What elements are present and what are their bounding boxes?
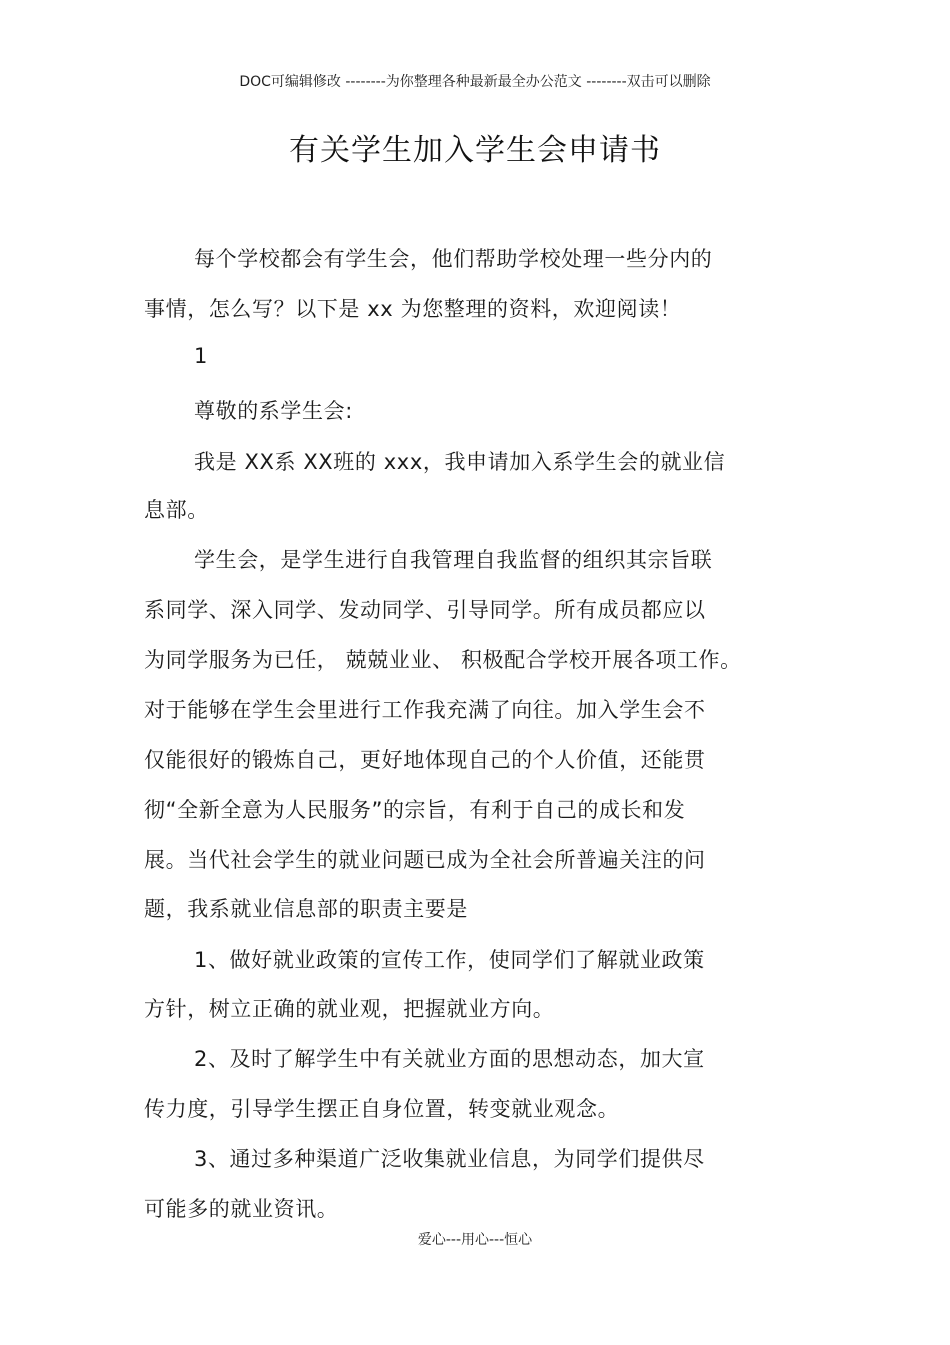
body-line: 事情，怎么写？以下是 xx 为您整理的资料，欢迎阅读！ [144,297,682,321]
body-line: 展。当代社会学生的就业问题已成为全社会所普遍关注的问 [144,848,706,872]
body-line: 彻“全新全意为人民服务”的宗旨，有利于自己的成长和发 [144,798,686,822]
body-line: 学生会，是学生进行自我管理自我监督的组织其宗旨联 [194,548,713,572]
body-line: 仅能很好的锻炼自己，更好地体现自己的个人价值，还能贯 [144,748,706,772]
body-line: 每个学校都会有学生会，他们帮助学校处理一些分内的 [194,247,713,271]
body-line: 对于能够在学生会里进行工作我充满了向往。加入学生会不 [144,698,706,722]
list-item-line: 可能多的就业资讯。 [144,1197,339,1221]
list-item-line: 传力度，引导学生摆正自身位置，转变就业观念。 [144,1097,620,1121]
header-note: DOC可编辑修改 --------为你整理各种最新最全办公范文 --------双击可以删除 [239,74,711,90]
body-line: 我是 XX系 XX班的 xxx，我申请加入系学生会的就业信 [194,450,726,474]
body-line: 题，我系就业信息部的职责主要是 [144,897,468,921]
list-item-line: 3、通过多种渠道广泛收集就业信息，为同学们提供尽 [194,1147,705,1171]
body-line: 为同学服务为已任， 兢兢业业、 积极配合学校开展各项工作。 [144,648,742,672]
body-line: 息部。 [144,498,209,522]
body-line: 系同学、深入同学、发动同学、引导同学。所有成员都应以 [144,598,706,622]
section-number: 1 [194,344,208,368]
footer-note: 爱心---用心---恒心 [417,1232,533,1248]
list-item-line: 2、及时了解学生中有关就业方面的思想动态，加大宣 [194,1047,705,1071]
document-title: 有关学生加入学生会申请书 [289,133,661,168]
list-item-line: 方针，树立正确的就业观，把握就业方向。 [144,997,555,1021]
salutation: 尊敬的系学生会: [194,399,353,423]
list-item-line: 1、做好就业政策的宣传工作，使同学们了解就业政策 [194,948,705,972]
